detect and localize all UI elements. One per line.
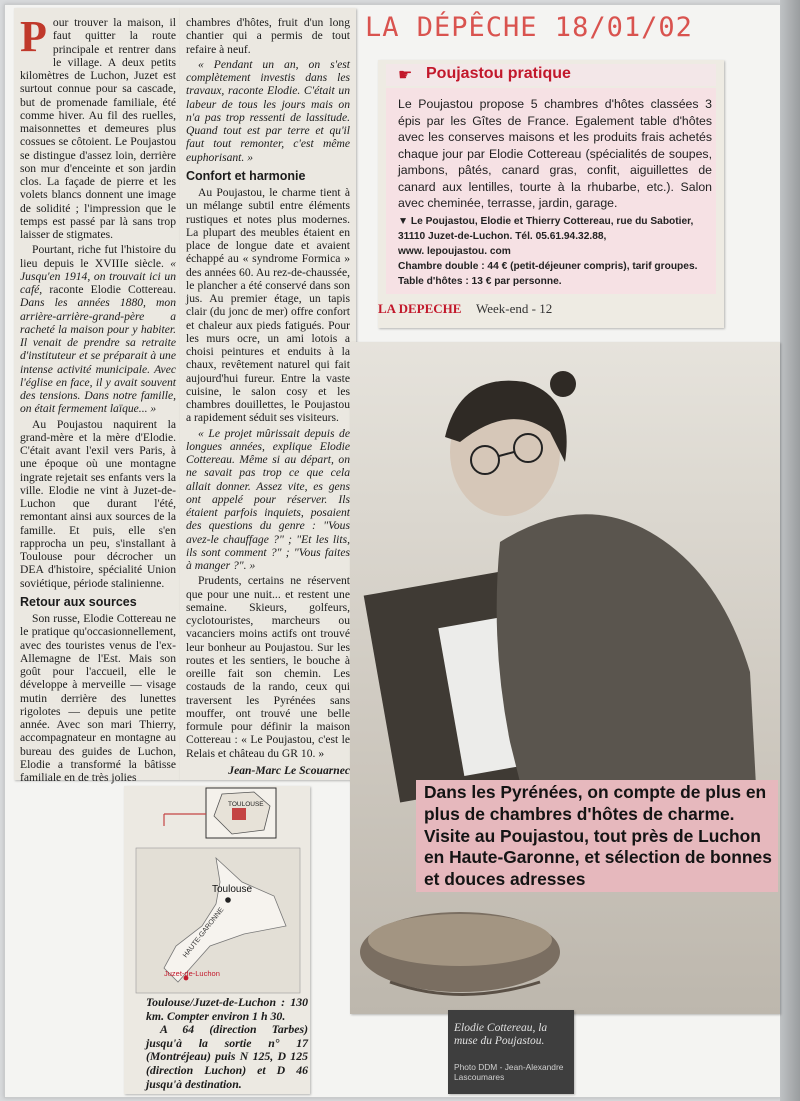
article-paragraph: our trouver la maison, il faut quitter la route principale et rentrer dans le village. A deux petits kilomètres de Luchon, Juzet est surtout connue pour sa cascade, but de promenade familiale, été comme hiver. Au fil des ruelles, maisonnettes et demeures plus cossues se côtoient. Le Poujastou se distingue d'assez loin, derrière son mur d'enceinte et son jardin clos. La façade de pierre et les volets blancs donnent une image de solidité ; l'impression que le temps est passé par là sans trop laisser de stigmates. bbox=[20, 16, 176, 241]
pratique-clipping bbox=[378, 60, 724, 328]
photo-credit: Photo DDM - Jean-Alexandre Lascoumares bbox=[454, 1062, 564, 1082]
article-column-2 bbox=[180, 8, 356, 780]
article-subheading: Confort et harmonie bbox=[186, 168, 306, 183]
newspaper-name: LA DEPECHE bbox=[378, 301, 462, 316]
article-paragraph: Au Poujastou naquirent la grand-mère et la mère d'Elodie. C'était avant l'exil vers Paris, à une époque où une montagne ingrate rejetait ses enfants vers la ville. Elodie ne vint à Juzet-de-Luchon que durant l'été, remontant ainsi aux sources de la famille. Et puis, elle s'en rapprocha un peu, s'installant à Toulouse pour décrocher un DEA d'histoire, spécialité Union soviétique, période stalinienne. bbox=[20, 417, 176, 590]
pratique-body: Le Poujastou propose 5 chambres d'hôtes classées 3 épis par les Gîtes de France. Egalement table d'hôtes avec les conserves maisons et les produits frais achetés chaque jour par Elodie Cottereau (spécialités de soupes, jambons, pâtés, canard gras, confit, aiguillettes de canard aux lentilles, tourte à la rhubarbe, etc.). Salon avec cheminée, terrasse, jardin, garage. bbox=[398, 97, 712, 210]
photo-credit-clipping bbox=[448, 1010, 574, 1094]
map-caption-directions: A 64 (direction Tarbes) jusqu'à la sortie n° 17 (Montréjeau) puis N 125, D 125 (direction Luchon) et D 46 jusqu'à destination. bbox=[146, 1022, 308, 1091]
map-label-toulouse-inset: TOULOUSE bbox=[228, 801, 264, 808]
woman-photo-illustration bbox=[350, 342, 780, 1014]
map-clipping bbox=[124, 786, 310, 1094]
photo-clipping bbox=[350, 342, 780, 1014]
map-caption bbox=[146, 996, 308, 1091]
map-label-toulouse: Toulouse bbox=[212, 884, 253, 895]
photo-caption: Dans les Pyrénées, on compte de plus en plus de chambres d'hôtes de charme. Visite au Poujastou, tout près de Luchon en Haute-Garonne, et sélection de bonnes et douces adresses bbox=[424, 782, 772, 890]
binder-edge bbox=[780, 0, 800, 1101]
article-column-1 bbox=[14, 8, 180, 784]
article-paragraph: chambres d'hôtes, fruit d'un long chantier qui a permis de tout refaire à neuf. bbox=[186, 16, 350, 56]
article-subheading: Retour aux sources bbox=[20, 594, 137, 609]
article-paragraph: Au Poujastou, le charme tient à un mélange subtil entre éléments rustiques et notes plus modernes. La plupart des meubles étaient en place de longue date et avaient échappé au « syndrome Formica » des années 60. Au rez-de-chaussée, le plancher a été conservé dans son jus. Au premier étage, un tapis clair (du jonc de mer) offre confort et chaleur aux pieds fatigués. Pour les murs ocre, un ami lotois a choisi peintures et enduits à la chaux, revêtement naturel qui fait aujourd'hui fureur. Entre la vaste cuisine, le salon cosy et les chambres douillettes, le Poujastou a rapidement séduit ses visiteurs. bbox=[186, 186, 350, 425]
article-paragraph: Prudents, certains ne réservent que pour une nuit... et restent une semaine. Skieurs, golfeurs, cyclotouristes, marcheurs ou vacanciers moins actifs ont trouvé leur bonheur au Poujastou. Sur les routes et les sentiers, le bouche à oreille fait son chemin. Les costauds de la rando, ceux qui traversent les Pyrénées sans mouffer, ont trouvé une belle formule pour définir la maison Cottereau : « Le Poujastou, c'est le Relais et château du GR 10. » bbox=[186, 574, 350, 760]
map-label-region: HAUTE-GARONNE bbox=[182, 906, 226, 960]
map-caption-distance: Toulouse/Juzet-de-Luchon : 130 km. Compter environ 1 h 30. bbox=[146, 995, 308, 1023]
page-section: Week-end - 12 bbox=[476, 301, 553, 316]
pratique-prices: Chambre double : 44 € (petit-déjeuner compris), tarif groupes. Table d'hôtes : 13 € par personne. bbox=[398, 261, 698, 287]
article-quote: « Pendant un an, on s'est complètement investis dans les travaux, raconte Elodie. C'était un labeur de tous les jours mais on n'a pas trop ressenti de lassitude. Quand tout est par terre et qu'il faut tout remonter, c'est même euphorisant. » bbox=[186, 57, 350, 164]
article-paragraph: Son russe, Elodie Cottereau ne le pratique qu'occasionnellement, avec des touristes venus de l'ex-Allemagne de l'Est. Mais son goût pour l'accueil, elle le développe à merveille — visage mutin derrière des lunettes rigolotes — depuis une petite année. Avec son mari Thierry, accompagnateur en montagne au bureau des guides de Luchon, Elodie a transformé la bâtisse familiale en de très jolies bbox=[20, 612, 176, 784]
article-quote: « Le projet mûrissait depuis de longues années, explique Elodie Cottereau. Même si au départ, on ne savait pas trop ce que cela allait donner. Assez vite, es gens ont appelé pour réserver. Ils étaient parfois inquiets, posaient des questions du genre : "Vous avez-le chauffage ?" ; "Et les lits, ils sont comment ?" ; "Vous faites à manger ?". » bbox=[186, 426, 350, 572]
pratique-website: www. lepoujastou. com bbox=[398, 246, 511, 257]
handwritten-title: LA DÉPÊCHE 18/01/02 bbox=[365, 12, 693, 43]
article-paragraph: Pourtant, riche fut l'histoire du lieu depuis le XVIIIe siècle. « Jusqu'en 1914, on trouvait ici un café, raconte Elodie Cottereau. Dans les années 1880, mon arrière-arrière-grand-père a racheté la maison pour y habiter. Il venait de prendre sa retraite d'instituteur et se préparait à une intense activité municipale. Avec l'église en face, il y avait souvent des tensions. Dans notre famille, on était fermement laïque... » bbox=[20, 243, 177, 416]
pratique-contact: ▼ Le Poujastou, Elodie et Thierry Cottereau, rue du Sabotier, 31110 Juzet-de-Luchon. Tél. 05.61.94.32.88, bbox=[398, 216, 694, 242]
pratique-address bbox=[398, 214, 712, 289]
map-label-juzet: Juzet-de-Luchon bbox=[164, 969, 220, 978]
pointing-hand-icon: ☛ bbox=[398, 67, 413, 84]
location-map bbox=[124, 786, 310, 996]
photo-credit-name: Elodie Cottereau, la muse du Poujastou. bbox=[454, 1022, 548, 1047]
article-author: Jean-Marc Le Scouarnec bbox=[228, 763, 350, 777]
pratique-title: Poujastou pratique bbox=[426, 65, 571, 82]
drop-cap: P bbox=[20, 12, 47, 61]
